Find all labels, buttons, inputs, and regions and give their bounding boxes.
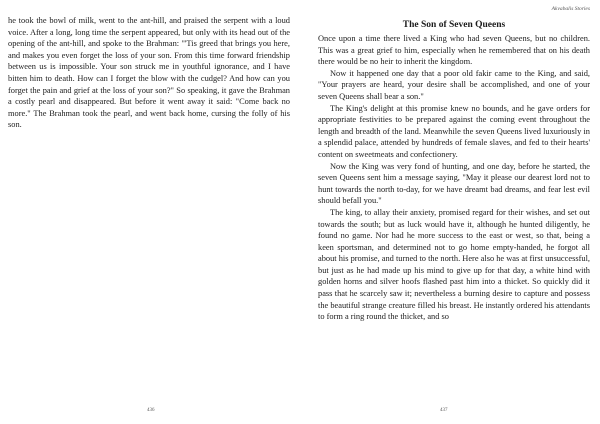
right-paragraph: Once upon a time there lived a King who had seven Queens, but no children. This was a great grief to him, especially when he remembered that on his death there would be no heir to inherit the kingdom.	[318, 34, 590, 67]
left-page-number: 436	[147, 408, 155, 413]
left-page-body	[8, 15, 290, 131]
right-page-body	[318, 33, 590, 323]
right-paragraph: The king, to allay their anxiety, promised regard for their wishes, and set out towards the south; but as luck would have it, although he hunted diligently, he found no game. Nor had he more success to the east or west, so that, being a keen sportsman, and determined not to go home empty-handed, he forgot all about his promise, and turned to the north. Here also he was at first unsuccessful, but just as he had made up his mind to give up for that day, a white hind with golden horns and silver hoofs flashed past him into a thicket. So quickly did it pass that he scarcely saw it; nevertheless a burning desire to capture and possess the beautiful strange creature filled his breast. He instantly ordered his attendants to form a ring round the thicket, and so	[318, 207, 590, 322]
right-page-number: 437	[440, 408, 448, 413]
running-head: Akvabalis Stories	[551, 6, 590, 12]
right-paragraph: Now the King was very fond of hunting, and one day, before he started, the seven Queens sent him a message saying, "May it please our dearest lord not to hunt towards the north to-day, for we have dreamt bad dreams, and fear lest evil should befall you."	[318, 161, 590, 206]
chapter-title: The Son of Seven Queens	[402, 20, 506, 30]
right-paragraph: Now it happened one day that a poor old fakir came to the King, and said, "Your prayers are heard, your desire shall be accomplished, and one of your seven Queens shall bear a son."	[318, 68, 590, 101]
left-paragraph: he took the bowl of milk, went to the ant-hill, and praised the serpent with a loud voice. After a long, long time the serpent appeared, but only with its head out of the opening of the ant-hill, and spoke to the Brahman: "'Tis greed that brings you here, and makes you even forget the loss of your son. From this time forward friendship between us is impossible. Your son struck me in youthful ignorance, and I have bitten him to death. How can I forget the blow with the cudgel? And how can you forget the pain and grief at the loss of your son?" So speaking, it gave the Brahman a costly pearl and disappeared. But before it went away it said: "Come back no more." The Brahman took the pearl, and went back home, cursing the folly of his son.	[8, 16, 290, 130]
right-page	[300, 0, 600, 424]
right-paragraph: The King's delight at this promise knew no bounds, and he gave orders for appropriate festivities to be prepared against the coming event throughout the length and breadth of the land. Meanwhile the seven Queens lived luxuriously in a splendid palace, attended by hundreds of female slaves, and fed to their hearts' content on sweetmeats and confectionery.	[318, 103, 590, 159]
